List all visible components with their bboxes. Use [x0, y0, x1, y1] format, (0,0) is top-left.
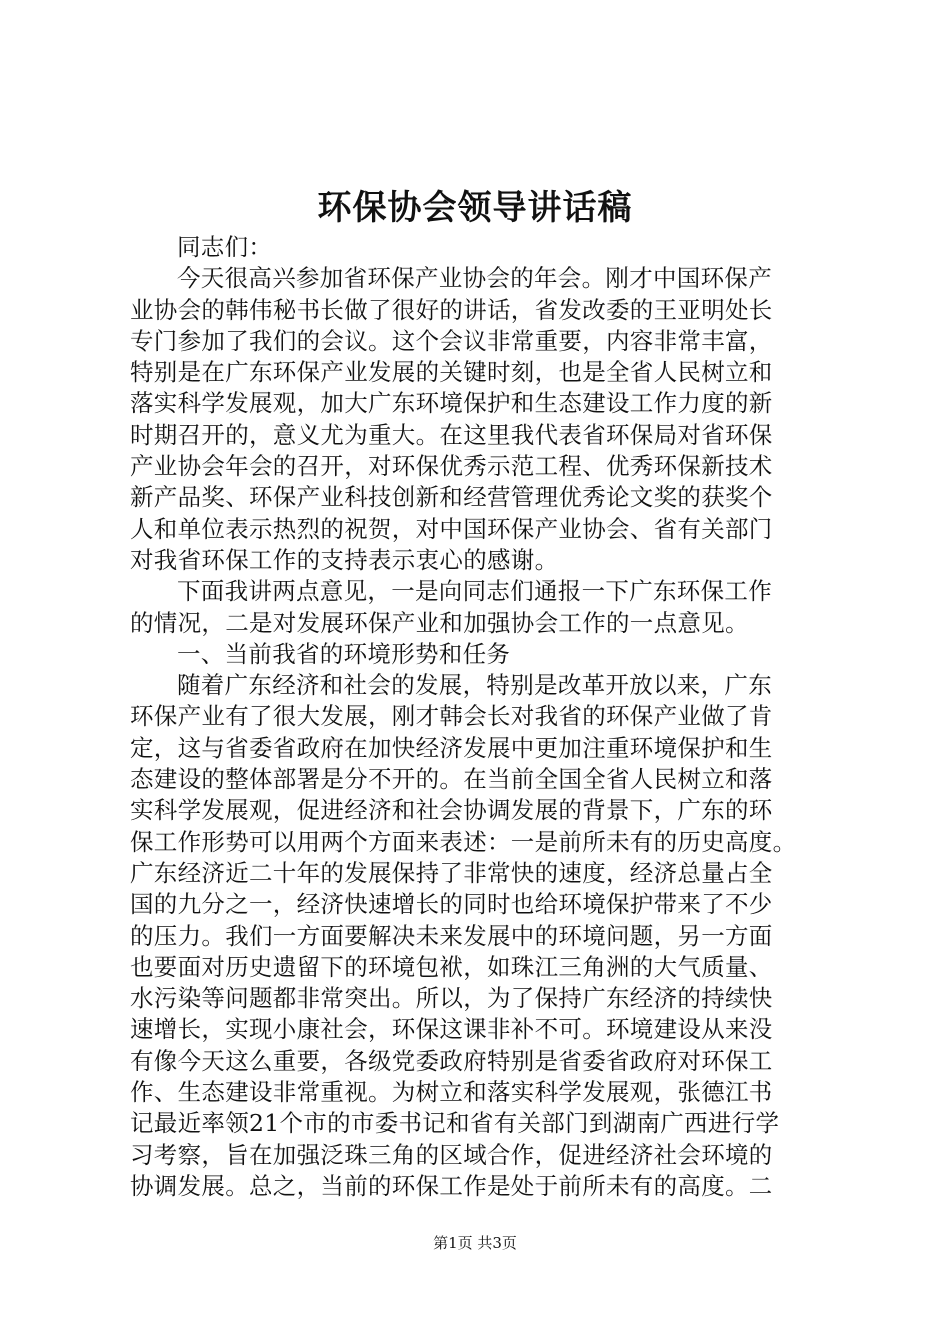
body-line: 协调发展。总之，当前的环保工作是处于前所未有的高度。二 [130, 1171, 773, 1200]
body-line: 的压力。我们一方面要解决未来发展中的环境问题，另一方面 [130, 921, 773, 950]
body-line: 定，这与省委省政府在加快经济发展中更加注重环境保护和生 [130, 733, 773, 762]
body-line: 态建设的整体部署是分不开的。在当前全国全省人民树立和落 [130, 765, 773, 794]
body-line: 今天很高兴参加省环保产业协会的年会。刚才中国环保产 [177, 264, 772, 293]
body-line: 对我省环保工作的支持表示衷心的感谢。 [130, 545, 559, 574]
body-line: 人和单位表示热烈的祝贺，对中国环保产业协会、省有关部门 [130, 514, 773, 543]
body-line: 速增长，实现小康社会，环保这课非补不可。环境建设从来没 [130, 1015, 773, 1044]
body-line: 作、生态建设非常重视。为树立和落实科学发展观，张德江书 [130, 1078, 773, 1107]
body-line: 同志们： [177, 233, 273, 261]
body-line: 也要面对历史遗留下的环境包袱，如珠江三角洲的大气质量、 [130, 952, 773, 981]
document-body [130, 232, 835, 1202]
body-line: 实科学发展观，促进经济和社会协调发展的背景下，广东的环 [130, 796, 773, 825]
body-line: 特别是在广东环保产业发展的关键时刻，也是全省人民树立和 [130, 358, 773, 387]
body-line: 随着广东经济和社会的发展，特别是改革开放以来，广东 [177, 671, 772, 700]
body-line: 产业协会年会的召开，对环保优秀示范工程、优秀环保新技术 [130, 452, 773, 481]
body-line: 一、当前我省的环境形势和任务 [177, 639, 511, 668]
body-line: 有像今天这么重要，各级党委政府特别是省委省政府对环保工 [130, 1046, 773, 1075]
body-line: 业协会的韩伟秘书长做了很好的讲话，省发改委的王亚明处长 [130, 295, 773, 324]
body-line: 落实科学发展观，加大广东环境保护和生态建设工作力度的新 [130, 389, 773, 418]
body-line: 国的九分之一，经济快速增长的同时也给环境保护带来了不少 [130, 890, 773, 919]
body-line: 的情况，二是对发展环保产业和加强协会工作的一点意见。 [130, 608, 749, 637]
body-line: 环保产业有了很大发展，刚才韩会长对我省的环保产业做了肯 [130, 702, 773, 731]
page-footer: 第1页 共3页 [433, 1234, 517, 1252]
body-line: 广东经济近二十年的发展保持了非常快的速度，经济总量占全 [130, 858, 773, 887]
body-line: 水污染等问题都非常突出。所以，为了保持广东经济的持续快 [130, 984, 773, 1013]
document-title: 环保协会领导讲话稿 [317, 188, 633, 228]
body-line: 习考察，旨在加强泛珠三角的区域合作，促进经济社会环境的 [130, 1140, 773, 1169]
body-line: 下面我讲两点意见，一是向同志们通报一下广东环保工作 [177, 577, 772, 606]
body-line: 记最近率领21个市的市委书记和省有关部门到湖南广西进行学 [130, 1109, 780, 1138]
body-line: 时期召开的，意义尤为重大。在这里我代表省环保局对省环保 [130, 420, 773, 449]
body-line: 专门参加了我们的会议。这个会议非常重要，内容非常丰富， [130, 326, 773, 355]
body-line: 保工作形势可以用两个方面来表述：一是前所未有的历史高度。 [130, 827, 797, 856]
body-line: 新产品奖、环保产业科技创新和经营管理优秀论文奖的获奖个 [130, 483, 773, 512]
